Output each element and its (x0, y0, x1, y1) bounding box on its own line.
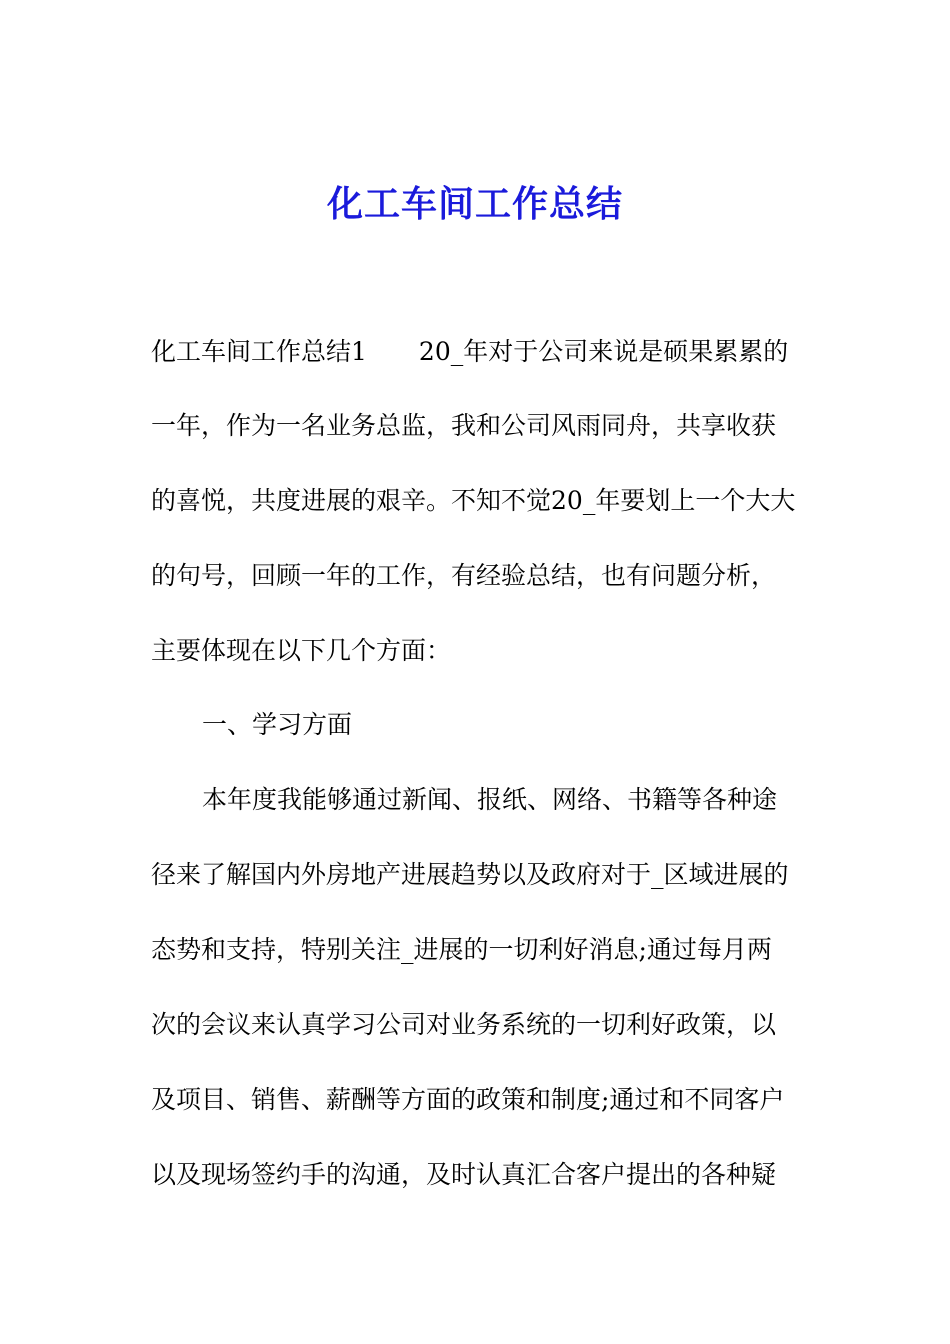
paragraph-line: 及项目、销售、薪酬等方面的政策和制度;通过和不同客户 (151, 1085, 785, 1114)
paragraph-line: 一年，作为一名业务总监，我和公司风雨同舟，共享收获 (151, 411, 777, 440)
paragraph-line: 次的会议来认真学习公司对业务系统的一切利好政策，以 (151, 1010, 777, 1039)
paragraph-line: 态势和支持，特别关注_进展的一切利好消息;通过每月两 (151, 935, 772, 964)
paragraph-line: 主要体现在以下几个方面： (151, 636, 452, 665)
paragraph-line: 本年度我能够通过新闻、报纸、网络、书籍等各种途 (202, 785, 778, 814)
paragraph-text: 20_年对于公司来说是硕果累累的 (418, 337, 789, 366)
section-heading: 化工车间工作总结1 (151, 337, 367, 366)
paragraph-line: 的句号，回顾一年的工作，有经验总结，也有问题分析， (151, 561, 777, 590)
paragraph-line: 以及现场签约手的沟通，及时认真汇合客户提出的各种疑 (151, 1160, 777, 1189)
section-heading-study: 一、学习方面 (202, 710, 353, 739)
document-title: 化工车间工作总结 (326, 183, 623, 225)
paragraph-line: 径来了解国内外房地产进展趋势以及政府对于_区域进展的 (151, 860, 789, 889)
paragraph-line (151, 332, 788, 372)
paragraph-line: 的喜悦，共度进展的艰辛。不知不觉20_年要划上一个大大 (151, 486, 796, 515)
